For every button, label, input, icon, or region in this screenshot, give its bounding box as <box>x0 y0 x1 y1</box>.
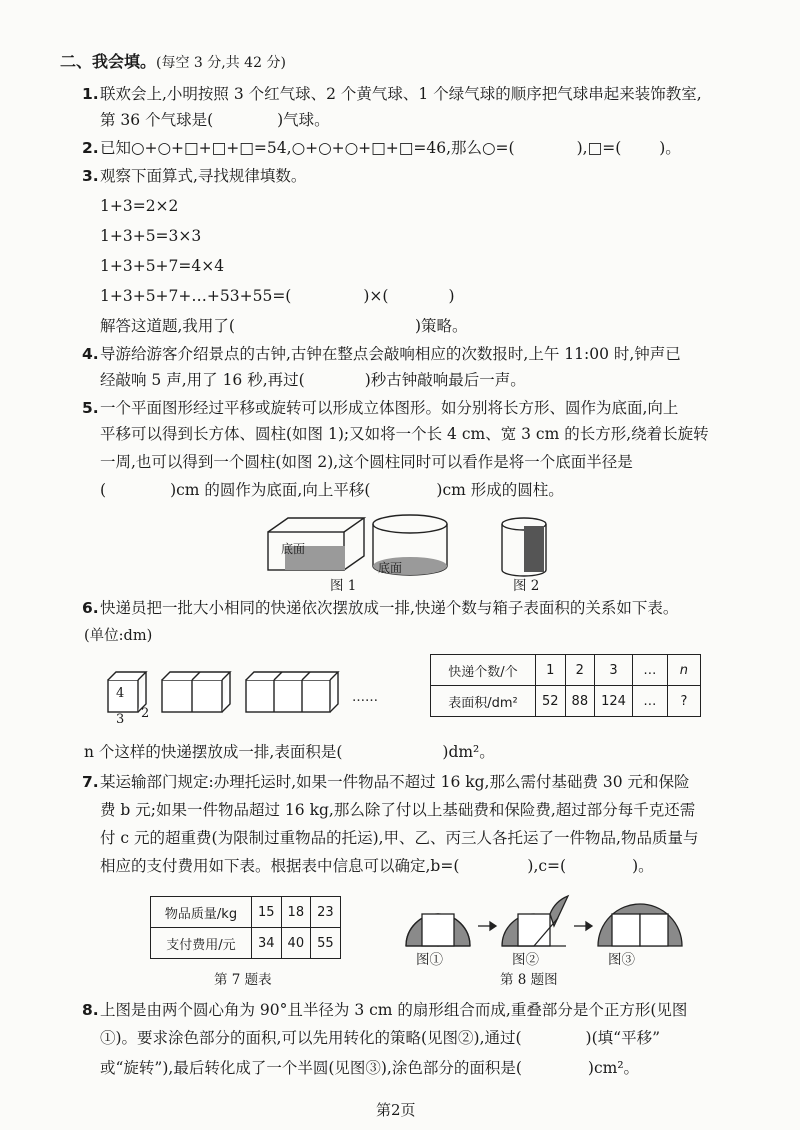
base-label-2: 底面 <box>378 561 403 575</box>
question-1-line-2: 第 36 个气球是( )气球。 <box>100 111 330 129</box>
table-cell: … <box>632 686 667 717</box>
table-cell: 物品质量/kg <box>151 897 252 928</box>
table-row <box>431 686 701 717</box>
equation-2: 1+3+5=3×3 <box>100 227 202 245</box>
table-row <box>431 655 701 686</box>
figure-8-caption: 第 8 题图 <box>500 972 558 988</box>
box-front-label: 4 <box>116 686 125 701</box>
question-2-text: 已知○+○+□+□+□=54,○+○+○+□+□=46,那么○=( ),□=( )。 <box>100 139 681 157</box>
table-cell: 40 <box>281 928 311 959</box>
table-row <box>151 928 341 959</box>
question-6-number: 6. <box>82 599 99 617</box>
box-depth-label: 2 <box>141 706 150 721</box>
box-width-label: 3 <box>116 712 125 727</box>
equation-1: 1+3=2×2 <box>100 197 179 215</box>
question-1-line-1: 联欢会上,小明按照 3 个红气球、2 个黄气球、1 个绿气球的顺序把气球串起来装饰教室, <box>100 85 702 103</box>
table-cell: n <box>667 655 700 686</box>
cuboid-top <box>268 518 364 532</box>
table-cell: 支付费用/元 <box>151 928 252 959</box>
question-8-line-3: 或“旋转”),最后转化成了一个半圆(见图③),涂色部分的面积是( )cm²。 <box>100 1059 640 1077</box>
equation-4: 1+3+5+7+…+53+55=( )×( ) <box>100 287 455 305</box>
question-4-line-1: 导游给游客介绍景点的古钟,古钟在整点会敲响相应的次数报时,上午 11:00 时,钟声已 <box>100 345 681 363</box>
figure-2-label: 图 2 <box>513 578 540 594</box>
table-cell: 1 <box>536 655 566 686</box>
question-4-line-2: 经敲响 5 声,用了 16 秒,再过( )秒古钟敲响最后一声。 <box>100 371 526 389</box>
table-cell: 55 <box>311 928 341 959</box>
figure-1-2-drawing <box>260 510 580 584</box>
boxes-drawing <box>104 664 344 724</box>
figure-8-label-3: 图③ <box>608 952 635 968</box>
cylinder-top <box>373 515 447 533</box>
table-cell: 15 <box>252 897 282 928</box>
question-7-line-3: 付 c 元的超重费(为限制过重物品的托运),甲、乙、丙三人各托运了一件物品,物品质量与 <box>100 829 699 847</box>
table-cell: 34 <box>252 928 282 959</box>
strategy-line: 解答这道题,我用了( )策略。 <box>100 317 468 335</box>
express-table <box>430 654 701 717</box>
table-cell: 3 <box>595 655 633 686</box>
question-8-number: 8. <box>82 1001 99 1019</box>
question-8-line-2: ①)。要求涂色部分的面积,可以先用转化的策略(见图②),通过( )(填“平移” <box>100 1029 660 1047</box>
table-row <box>151 897 341 928</box>
equation-3: 1+3+5+7=4×4 <box>100 257 225 275</box>
question-5-line-3: 一周,也可以得到一个圆柱(如图 2),这个圆柱同时可以看作是将一个底面半径是 <box>100 453 633 471</box>
question-6-line-1: 快递员把一批大小相同的快递依次摆放成一排,快递个数与箱子表面积的关系如下表。 <box>100 599 679 617</box>
figure-8-label-2: 图② <box>512 952 539 968</box>
question-6-answer-line: n 个这样的快递摆放成一排,表面积是( )dm²。 <box>84 743 495 761</box>
table-cell: 18 <box>281 897 311 928</box>
table-cell: 表面积/dm² <box>431 686 536 717</box>
figure-1-label: 图 1 <box>330 578 357 594</box>
table-cell: 2 <box>565 655 595 686</box>
table-cell: … <box>632 655 667 686</box>
figure-8-label-1: 图① <box>416 952 443 968</box>
question-4-number: 4. <box>82 345 99 363</box>
question-1-number: 1. <box>82 85 99 103</box>
question-7-line-1: 某运输部门规定:办理托运时,如果一件物品不超过 16 kg,那么需付基础费 30 元和保险 <box>100 773 690 791</box>
question-5-line-4: ( )cm 的圆作为底面,向上平移( )cm 形成的圆柱。 <box>100 481 564 499</box>
question-8-line-1: 上图是由两个圆心角为 90°且半径为 3 cm 的扇形组合而成,重叠部分是个正方形(见图 <box>100 1001 688 1019</box>
page-number: 第2页 <box>376 1101 416 1119</box>
question-7-number: 7. <box>82 773 99 791</box>
table-7-caption: 第 7 题表 <box>214 972 272 988</box>
base-label-1: 底面 <box>281 542 306 556</box>
table-cell: 快递个数/个 <box>431 655 536 686</box>
question-5-line-2: 平移可以得到长方体、圆柱(如图 1);又如将一个长 4 cm、宽 3 cm 的长方形,绕着长旋转 <box>100 425 709 443</box>
question-5-number: 5. <box>82 399 99 417</box>
table-cell: 124 <box>595 686 633 717</box>
question-7-line-2: 费 b 元;如果一件物品超过 16 kg,那么除了付以上基础费和保险费,超过部分每千克还需 <box>100 801 696 819</box>
section-title: 二、我会填。(每空 3 分,共 42 分) <box>60 52 286 71</box>
question-3-number: 3. <box>82 167 99 185</box>
table-cell: 52 <box>536 686 566 717</box>
question-3-text: 观察下面算式,寻找规律填数。 <box>100 167 307 185</box>
shipping-table <box>150 896 341 959</box>
table-cell: 23 <box>311 897 341 928</box>
question-2-number: 2. <box>82 139 99 157</box>
table-cell: 88 <box>565 686 595 717</box>
rotating-rectangle <box>524 526 544 572</box>
question-5-line-1: 一个平面图形经过平移或旋转可以形成立体图形。如分别将长方形、圆作为底面,向上 <box>100 399 679 417</box>
ellipsis: …… <box>352 690 378 705</box>
question-7-line-4: 相应的支付费用如下表。根据表中信息可以确定,b=( ),c=( )。 <box>100 857 654 875</box>
unit-label: (单位:dm) <box>84 628 153 644</box>
table-cell: ? <box>667 686 700 717</box>
